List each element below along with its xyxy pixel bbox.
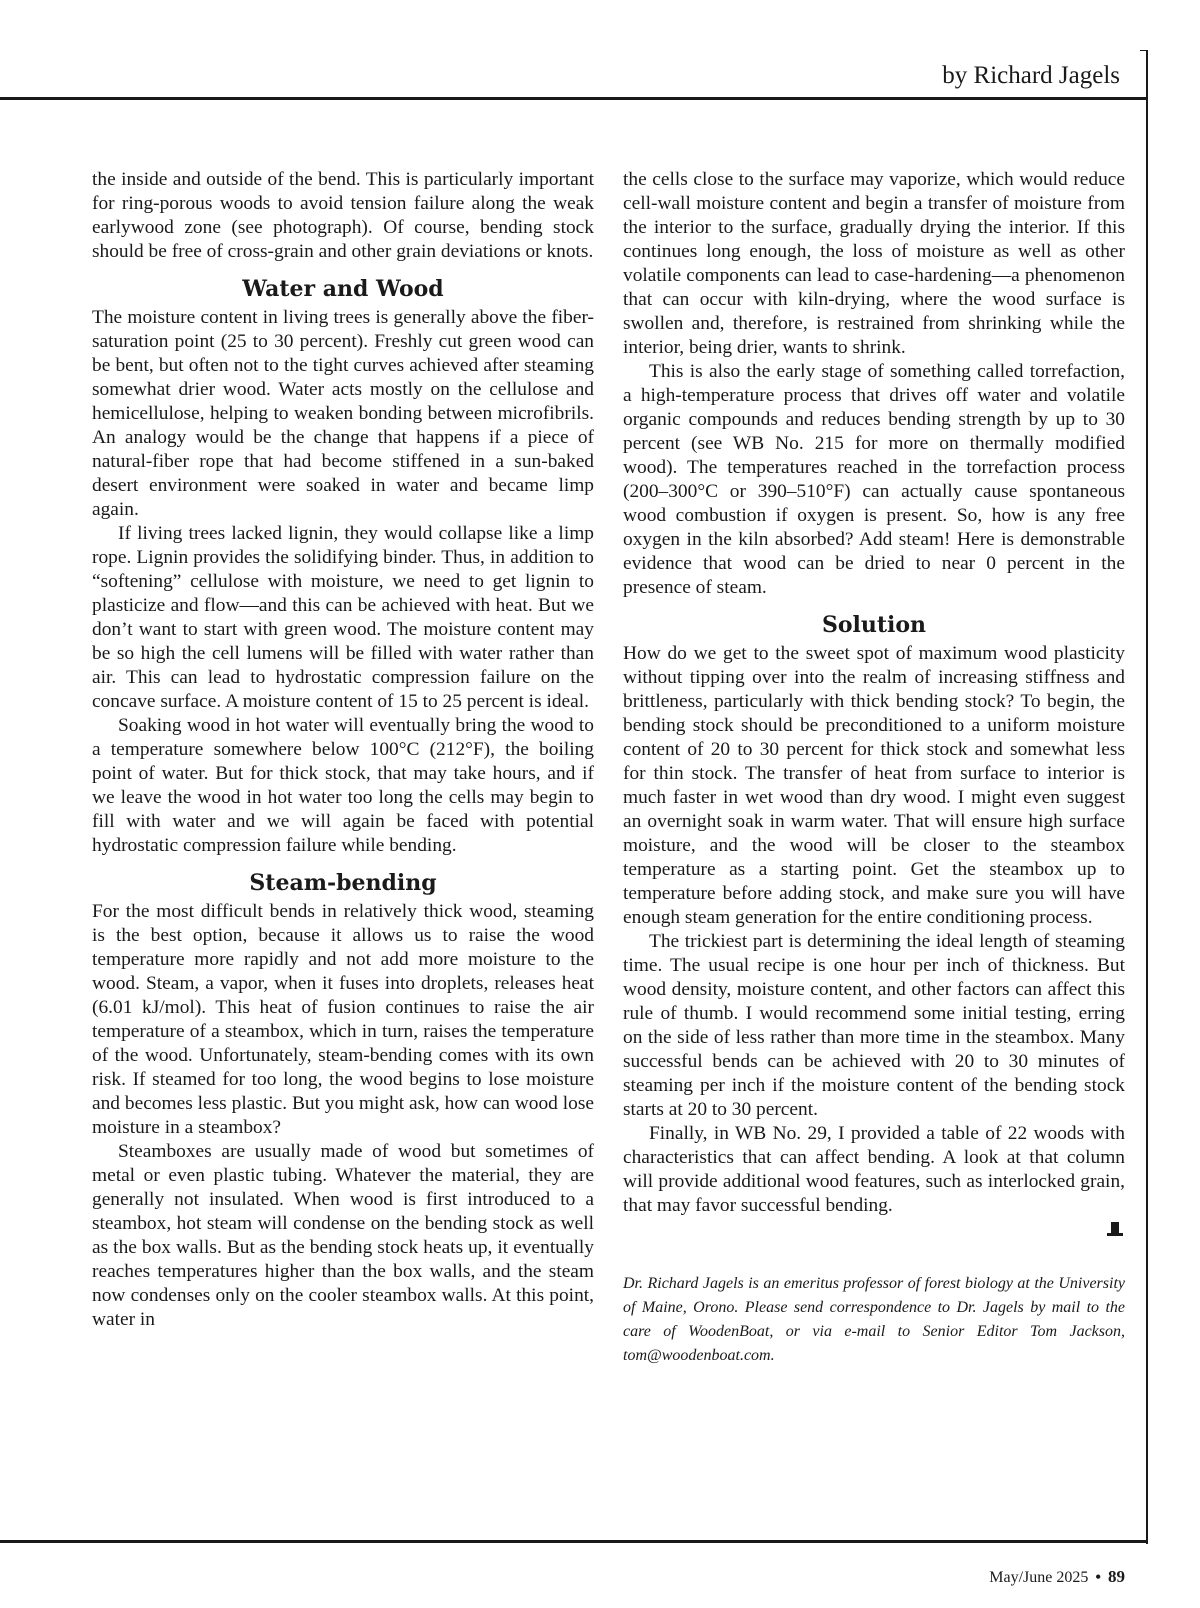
- paragraph: The trickiest part is determining the ideal length of steaming time. The usual recipe is one hour per inch of thickness. But wood density, moisture content, and other factors can affect this rule of thumb. I would recommend some initial testing, erring on the side of less rather than more time in the steambox. Many successful bends can be achieved with 20 to 30 minutes of steaming per inch if the moisture content of the bending stock starts at 20 to 30 percent.: [623, 931, 1125, 1120]
- page-footer: [989, 1567, 1125, 1587]
- footer-separator: •: [1095, 1569, 1101, 1586]
- section-heading-water-and-wood: Water and Wood: [242, 276, 444, 302]
- article-column-left: [92, 168, 594, 1332]
- end-mark: [623, 1220, 1125, 1242]
- paragraph: Finally, in WB No. 29, I provided a table of 22 woods with characteristics that can affect bending. A look at that column will provide additional wood features, such as interlocked grain, that may favor successful bending.: [623, 1123, 1125, 1216]
- paragraph: the cells close to the surface may vaporize, which would reduce cell-wall moisture content and begin a transfer of moisture from the interior to the surface, gradually drying the interior. If this continues long enough, the loss of moisture as well as other volatile components can lead to case-hardening—a phenomenon that can occur with kiln-drying, where the wood surface is swollen and, therefore, is restrained from shrinking while the interior, being drier, wants to shrink.: [623, 169, 1125, 358]
- paragraph: This is also the early stage of something called torrefaction, a high-temperature process that drives off water and volatile organic compounds and reduces bending strength by up to 30 percent (see WB No. 215 for more on thermally modified wood). The temperatures reached in the torrefaction process (200–300°C or 390–510°F) can actually cause spontaneous wood combustion if oxygen is present. So, how is any free oxygen in the kiln absorbed? Add steam! Here is demonstrable evidence that wood can be dried to near 0 percent in the presence of steam.: [623, 361, 1125, 598]
- paragraph: The moisture content in living trees is generally above the fiber-saturation point (25 to 30 percent). Freshly cut green wood can be bent, but often not to the tight curves achieved after steaming somewhat drier wood. Water acts mostly on the cellulose and hemicellulose, helping to weaken bonding between microfibrils. An analogy would be the change that happens if a piece of natural-fiber rope that had become stiffened in a sun-baked desert environment were soaked in water and became limp again.: [92, 307, 594, 520]
- page-frame-right-rule: [1146, 50, 1148, 1544]
- paragraph: How do we get to the sweet spot of maximum wood plasticity without tipping over into the realm of increasing stiffness and brittleness, particularly with thick bending stock? To begin, the bending stock should be preconditioned to a uniform moisture content of 20 to 30 percent for thick stock and somewhat less for thin stock. The transfer of heat from surface to interior is much faster in wet wood than dry wood. I might even suggest an overnight soak in warm water. That will ensure high surface moisture, and the wood will be closer to the steambox temperature as a starting point. Get the steambox up to temperature before adding stock, and make sure you will have enough steam generation for the entire conditioning process.: [623, 643, 1125, 928]
- paragraph: Steamboxes are usually made of wood but sometimes of metal or even plastic tubing. Whatever the material, they are generally not insulated. When wood is first introduced to a steambox, hot steam will condense on the bending stock as well as the box walls. But as the bending stock heats up, it eventually reaches temperatures higher than the box walls, and the steam now condenses only on the cooler steambox walls. At this point, water in: [92, 1141, 594, 1330]
- article-column-right: [623, 168, 1125, 1368]
- footer-rule: [0, 1540, 1148, 1543]
- paragraph: If living trees lacked lignin, they would collapse like a limp rope. Lignin provides the solidifying binder. Thus, in addition to “softening” cellulose with moisture, we need to get lignin to plasticize and flow—and this can be achieved with heat. But we don’t want to start with green wood. The moisture content may be so high the cell lumens will be filled with water rather than air. This can lead to hydrostatic compression failure on the concave surface. A moisture content of 15 to 25 percent is ideal.: [92, 523, 594, 712]
- page-number: 89: [1108, 1567, 1125, 1586]
- section-heading-solution: Solution: [821, 612, 927, 638]
- author-byline: by Richard Jagels: [942, 62, 1120, 89]
- author-bio: Dr. Richard Jagels is an emeritus professor of forest biology at the University of Maine, Orono. Please send correspondence to Dr. Jagels by mail to the care of WoodenBoat, or via e-mail to Senior Editor Tom Jackson, tom@woodenboat.com.: [623, 1275, 1125, 1364]
- paragraph: the inside and outside of the bend. This is particularly important for ring-porous woods to avoid tension failure along the weak earlywood zone (see photograph). Of course, bending stock should be free of cross-grain and other grain deviations or knots.: [92, 169, 594, 262]
- hat-end-icon: [1105, 1221, 1125, 1237]
- paragraph: Soaking wood in hot water will eventually bring the wood to a temperature somewhere below 100°C (212°F), the boiling point of water. But for thick stock, that may take hours, and if we leave the wood in hot water too long the cells may begin to fill with water and we will again be faced with potential hydrostatic compression failure while bending.: [92, 715, 594, 856]
- issue-date: May/June 2025: [989, 1569, 1089, 1586]
- header-rule: [0, 97, 1148, 100]
- paragraph: For the most difficult bends in relatively thick wood, steaming is the best option, because it allows us to raise the wood temperature more rapidly and not add more moisture to the wood. Steam, a vapor, when it fuses into droplets, releases heat (6.01 kJ/mol). This heat of fusion continues to raise the air temperature of a steambox, which in turn, raises the temperature of the wood. Unfortunately, steam-bending comes with its own risk. If steamed for too long, the wood begins to lose moisture and becomes less plastic. But you might ask, how can wood lose moisture in a steambox?: [92, 901, 594, 1138]
- section-heading-steam-bending: Steam-bending: [249, 870, 437, 896]
